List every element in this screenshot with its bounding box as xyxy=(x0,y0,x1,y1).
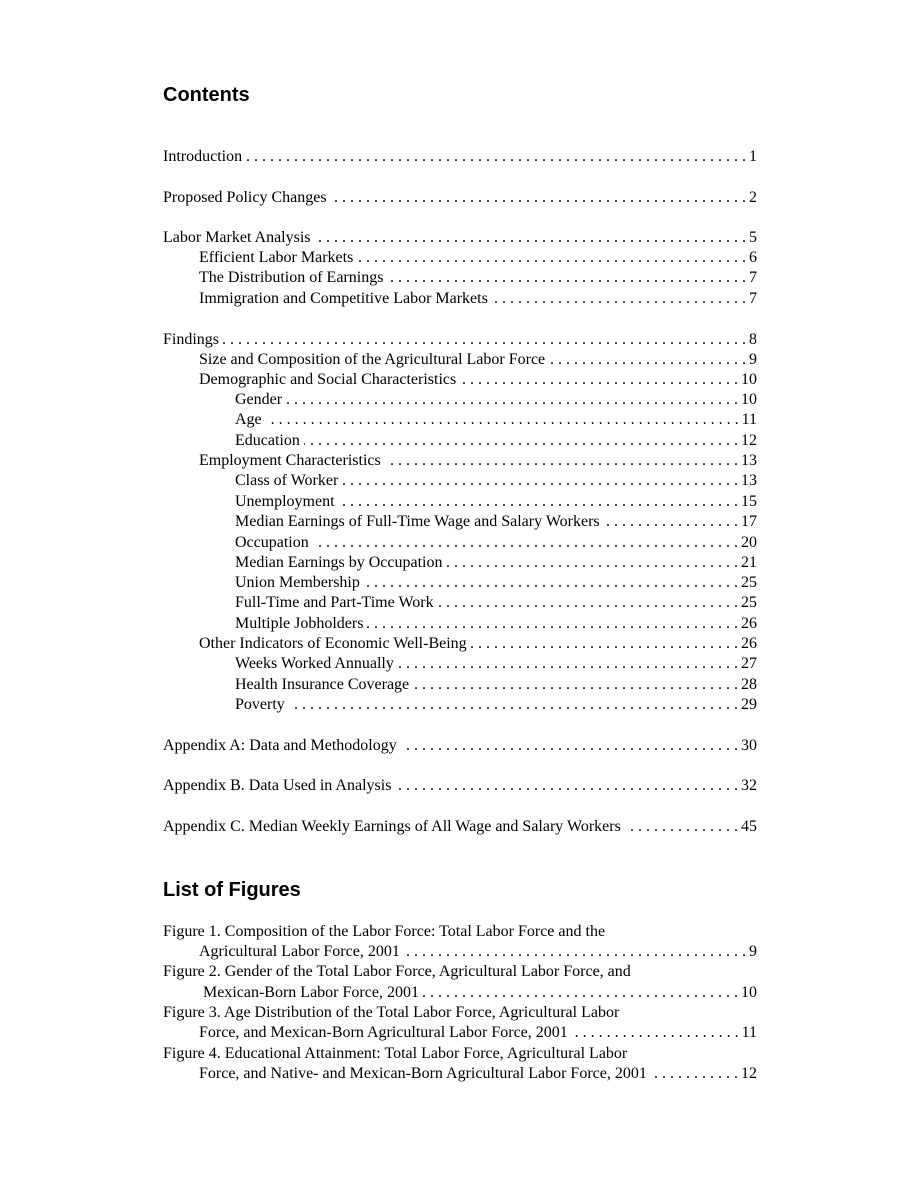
toc-entry[interactable] xyxy=(235,573,757,593)
toc-entry-title: Employment Characteristics xyxy=(199,452,381,469)
toc-entry[interactable] xyxy=(235,675,757,695)
toc-entry-page: 15 xyxy=(741,493,757,510)
toc-entry[interactable] xyxy=(235,431,757,451)
toc-entry-page: 25 xyxy=(741,594,757,611)
toc-entry-page: 1 xyxy=(749,148,757,165)
toc-entry-title: Poverty xyxy=(235,696,285,713)
dot-leader xyxy=(404,942,746,962)
figure-entry-page: 12 xyxy=(741,1065,757,1082)
toc-entry-title: Class of Worker xyxy=(235,472,339,489)
figure-entry-title: Agricultural Labor Force, 2001 xyxy=(199,943,400,960)
toc-entry[interactable] xyxy=(163,817,757,837)
toc-entry-page: 17 xyxy=(741,513,757,530)
toc-entry-title: Size and Composition of the Agricultural Labor Force xyxy=(199,351,546,368)
toc-entry-page: 13 xyxy=(741,472,757,489)
toc-entry-title: Appendix C. Median Weekly Earnings of All Wage and Salary Workers xyxy=(163,818,621,835)
dot-leader xyxy=(447,553,739,573)
dot-leader xyxy=(413,675,738,695)
dot-leader xyxy=(395,776,738,796)
dot-leader xyxy=(246,147,746,167)
dot-leader xyxy=(385,451,738,471)
toc-entry-title: Efficient Labor Markets xyxy=(199,249,354,266)
dot-leader xyxy=(315,228,746,248)
toc-entry-page: 20 xyxy=(741,534,757,551)
toc-entry[interactable] xyxy=(235,654,757,674)
toc-entry-title: Appendix A: Data and Methodology xyxy=(163,737,397,754)
toc-entry-title: The Distribution of Earnings xyxy=(199,269,384,286)
toc-entry-title: Occupation xyxy=(235,534,309,551)
dot-leader xyxy=(289,695,738,715)
dot-leader xyxy=(401,736,738,756)
dot-leader xyxy=(357,248,746,268)
toc-entry-title: Proposed Policy Changes xyxy=(163,189,327,206)
toc-entry-page: 21 xyxy=(741,554,757,571)
dot-leader xyxy=(313,533,738,553)
toc-entry[interactable] xyxy=(199,268,757,288)
toc-entry-page: 29 xyxy=(741,696,757,713)
toc-entry-title: Full-Time and Part-Time Work xyxy=(235,594,434,611)
toc-entry-title: Weeks Worked Annually xyxy=(235,655,394,672)
toc-entry-title: Appendix B. Data Used in Analysis xyxy=(163,777,392,794)
dot-leader xyxy=(651,1064,738,1084)
figure-entry[interactable] xyxy=(203,983,757,1003)
toc-entry-page: 10 xyxy=(741,391,757,408)
toc-entry-page: 13 xyxy=(741,452,757,469)
dot-leader xyxy=(438,593,738,613)
dot-leader xyxy=(223,330,746,350)
toc-entry[interactable] xyxy=(163,776,757,796)
toc-entry-title: Age xyxy=(235,411,262,428)
toc-entry-title: Median Earnings by Occupation xyxy=(235,554,443,571)
toc-entry[interactable] xyxy=(163,188,757,208)
figure-entry[interactable] xyxy=(199,1023,757,1043)
toc-entry-page: 27 xyxy=(741,655,757,672)
toc-entry-page: 5 xyxy=(749,229,757,246)
toc-entry-page: 32 xyxy=(741,777,757,794)
toc-entry[interactable] xyxy=(163,147,757,167)
toc-entry-title: Median Earnings of Full-Time Wage and Salary Workers xyxy=(235,513,600,530)
toc-entry-page: 12 xyxy=(741,432,757,449)
dot-leader xyxy=(549,350,746,370)
toc-entry-page: 7 xyxy=(749,290,757,307)
dot-leader xyxy=(423,983,738,1003)
toc-entry-title: Findings xyxy=(163,331,220,348)
toc-entry-page: 26 xyxy=(741,615,757,632)
dot-leader xyxy=(266,410,739,430)
dot-leader xyxy=(398,654,738,674)
figure-entry-page: 10 xyxy=(741,984,757,1001)
toc-entry[interactable] xyxy=(235,492,757,512)
figure-entry-title: Force, and Mexican-Born Agricultural Labor Force, 2001 xyxy=(199,1024,568,1041)
dot-leader xyxy=(471,634,738,654)
toc-entry[interactable] xyxy=(235,533,757,553)
toc-entry-page: 26 xyxy=(741,635,757,652)
toc-entry[interactable] xyxy=(199,370,757,390)
figure-entry[interactable] xyxy=(199,942,757,962)
toc-entry[interactable] xyxy=(235,614,757,634)
toc-entry-title: Demographic and Social Characteristics xyxy=(199,371,457,388)
toc-entry-page: 30 xyxy=(741,737,757,754)
dot-leader xyxy=(604,512,738,532)
toc-entry-page: 28 xyxy=(741,676,757,693)
toc-entry[interactable] xyxy=(163,228,757,248)
figure-entry-page: 9 xyxy=(749,943,757,960)
toc-entry[interactable] xyxy=(199,634,757,654)
figure-entry-line1[interactable]: Figure 2. Gender of the Total Labor Force, Agricultural Labor Force, and xyxy=(163,963,631,980)
figure-entry[interactable] xyxy=(199,1064,757,1084)
toc-entry-title: Health Insurance Coverage xyxy=(235,676,410,693)
toc-entry-title: Introduction xyxy=(163,148,243,165)
figure-entry-line1[interactable]: Figure 1. Composition of the Labor Force: Total Labor Force and the xyxy=(163,923,606,940)
dot-leader xyxy=(342,471,738,491)
list-of-figures-heading: List of Figures xyxy=(163,879,301,901)
dot-leader xyxy=(364,573,738,593)
toc-entry-title: Multiple Jobholders xyxy=(235,615,364,632)
dot-leader xyxy=(304,431,738,451)
toc-entry-title: Education xyxy=(235,432,300,449)
toc-entry-title: Other Indicators of Economic Well-Being xyxy=(199,635,467,652)
dot-leader xyxy=(339,492,738,512)
toc-entry[interactable] xyxy=(235,471,757,491)
figure-entry-line1[interactable]: Figure 3. Age Distribution of the Total Labor Force, Agricultural Labor xyxy=(163,1004,620,1021)
toc-entry[interactable] xyxy=(235,553,757,573)
toc-entry[interactable] xyxy=(235,512,757,532)
toc-entry[interactable] xyxy=(199,289,757,309)
toc-entry-title: Immigration and Competitive Labor Markets xyxy=(199,290,488,307)
toc-entry-page: 10 xyxy=(741,371,757,388)
dot-leader xyxy=(460,370,738,390)
toc-entry[interactable] xyxy=(163,330,757,350)
toc-entry[interactable] xyxy=(199,451,757,471)
toc-entry[interactable] xyxy=(163,736,757,756)
toc-entry-page: 2 xyxy=(749,189,757,206)
toc-entry[interactable] xyxy=(199,248,757,268)
toc-entry-page: 9 xyxy=(749,351,757,368)
toc-entry-page: 25 xyxy=(741,574,757,591)
dot-leader xyxy=(492,289,746,309)
toc-entry-page: 6 xyxy=(749,249,757,266)
toc-entry-title: Gender xyxy=(235,391,283,408)
toc-entry-title: Union Membership xyxy=(235,574,360,591)
toc-entry[interactable] xyxy=(235,410,757,430)
toc-entry-title: Unemployment xyxy=(235,493,335,510)
dot-leader xyxy=(625,817,738,837)
dot-leader xyxy=(286,390,738,410)
toc-entry-page: 7 xyxy=(749,269,757,286)
figure-entry-line1[interactable]: Figure 4. Educational Attainment: Total Labor Force, Agricultural Labor xyxy=(163,1045,628,1062)
dot-leader xyxy=(387,268,746,288)
toc-entry[interactable] xyxy=(199,350,757,370)
toc-entry-page: 8 xyxy=(749,331,757,348)
toc-entry[interactable] xyxy=(235,390,757,410)
toc-entry-title: Labor Market Analysis xyxy=(163,229,311,246)
toc-entry-page: 45 xyxy=(741,818,757,835)
figure-entry-title: Force, and Native- and Mexican-Born Agricultural Labor Force, 2001 xyxy=(199,1065,647,1082)
contents-heading: Contents xyxy=(163,84,250,106)
toc-entry-page: 11 xyxy=(741,411,757,428)
dot-leader xyxy=(572,1023,739,1043)
figure-entry-page: 11 xyxy=(741,1024,757,1041)
dot-leader xyxy=(367,614,738,634)
dot-leader xyxy=(331,188,746,208)
figure-entry-title: Mexican-Born Labor Force, 2001 xyxy=(203,984,419,1001)
toc-entry[interactable] xyxy=(235,593,757,613)
toc-entry[interactable] xyxy=(235,695,757,715)
